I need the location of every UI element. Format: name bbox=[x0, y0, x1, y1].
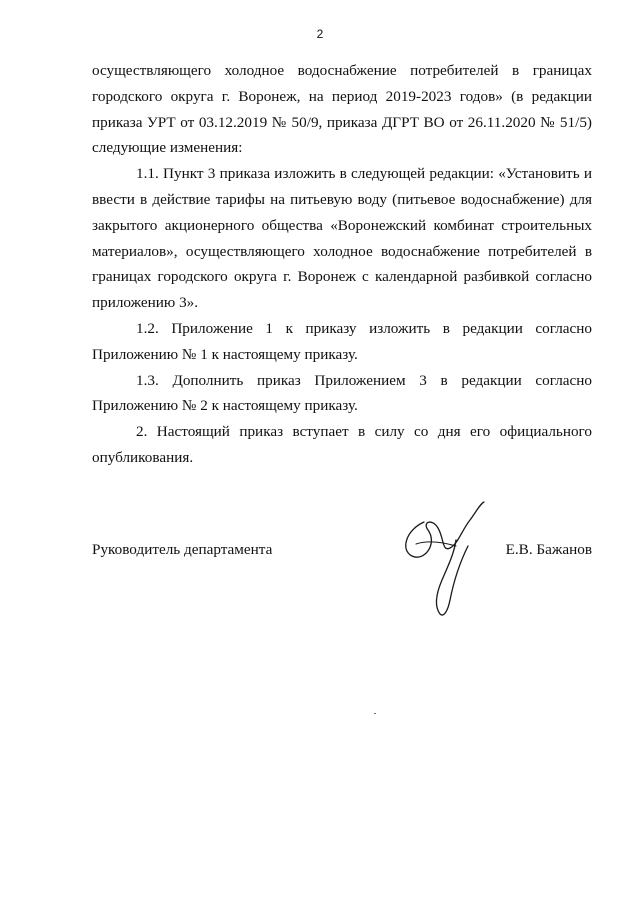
signature-block bbox=[92, 537, 592, 563]
page-number: 2 bbox=[316, 27, 324, 41]
handwritten-signature bbox=[398, 500, 490, 620]
paragraph-intro-continuation: осуществляющего холодное водоснабжение потребителей в границах городского округа г. Воронеж, на период 2019-2023 годов» (в редакции приказа УРТ от 03.12.2019 № 50/9, приказа ДГРТ ВО от 26.11.2020 № 51/5) следующие изменения: bbox=[92, 62, 592, 157]
paragraph-item-1-2: 1.2. Приложение 1 к приказу изложить в редакции согласно Приложению № 1 к настоящему приказу. bbox=[92, 319, 592, 363]
paragraph-item-1-1: 1.1. Пункт 3 приказа изложить в следующей редакции: «Установить и ввести в действие тарифы на питьевую воду (питьевое водоснабжение) для закрытого акционерного общества «Воронежский комбинат строительных материалов», осуществляющего холодное водоснабжение потребителей в границах городского округа г. Воронеж с календарной разбивкой согласно приложению 3». bbox=[92, 165, 592, 312]
scan-speck bbox=[374, 713, 376, 714]
signatory-title: Руководитель департамента bbox=[92, 541, 273, 558]
paragraph-item-1-3: 1.3. Дополнить приказ Приложением 3 в редакции согласно Приложению № 2 к настоящему приказу. bbox=[92, 371, 592, 415]
paragraph-item-2: 2. Настоящий приказ вступает в силу со дня его официального опубликования. bbox=[92, 423, 592, 466]
document-body bbox=[92, 58, 592, 471]
signatory-name: Е.В. Бажанов bbox=[505, 541, 592, 558]
